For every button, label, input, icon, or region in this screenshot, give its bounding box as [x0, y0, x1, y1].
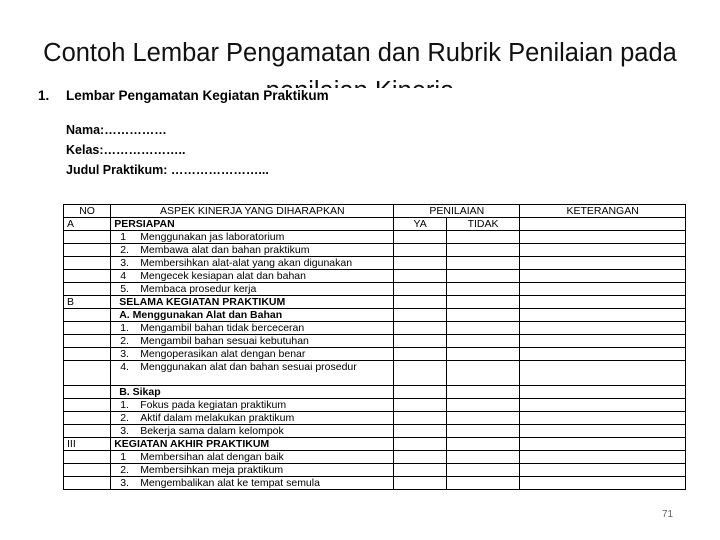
item-number: 1: [120, 451, 127, 463]
tidak-cell: [446, 283, 519, 296]
table-row: [64, 425, 686, 438]
keterangan-cell: [520, 412, 686, 425]
table-row: [64, 231, 686, 244]
no-cell: [64, 464, 111, 477]
item-text: Bekerja sama dalam kelompok: [140, 425, 284, 437]
item-text: Membersihkan meja praktikum: [140, 464, 284, 476]
keterangan-cell: [520, 477, 686, 490]
section-number: 1.: [38, 88, 50, 103]
kegiatan-akhir-item: [111, 477, 394, 490]
table-row: [64, 399, 686, 412]
keterangan-cell: [520, 438, 686, 451]
ya-cell: [394, 322, 446, 335]
keterangan-cell: [520, 309, 686, 322]
item-number: 2.: [120, 244, 129, 256]
ya-cell: [394, 283, 446, 296]
ya-cell: [394, 361, 446, 386]
tidak-cell: [446, 425, 519, 438]
table-row: [64, 270, 686, 283]
table-row: [64, 361, 686, 386]
no-cell: [64, 386, 111, 399]
item-text: Aktif dalam melakukan praktikum: [140, 412, 295, 424]
item-number: 3.: [120, 348, 129, 360]
field-kelas: Kelas:………………..: [66, 143, 186, 157]
keterangan-cell: [520, 386, 686, 399]
table-row: [64, 348, 686, 361]
section-row: [64, 296, 686, 309]
item-number: 2.: [120, 412, 129, 424]
item-number: 3.: [120, 425, 129, 437]
item-text: Membersihan alat dengan baik: [140, 451, 284, 463]
ya-cell: [394, 296, 446, 309]
subsection-row: [64, 309, 686, 322]
item-text: Mengecek kesiapan alat dan bahan: [140, 270, 306, 282]
table-row: [64, 451, 686, 464]
ya-cell: [394, 464, 446, 477]
item-text: Mengambil bahan tidak berceceran: [140, 322, 305, 334]
section-title: Lembar Pengamatan Kegiatan Praktikum: [66, 88, 329, 103]
item-text: Mengoperasikan alat dengan benar: [140, 348, 306, 360]
header-keterangan: KETERANGAN: [520, 205, 686, 218]
header-tidak: TIDAK: [446, 218, 519, 231]
persiapan-item: [111, 244, 394, 257]
section-heading: [38, 88, 329, 103]
item-text: Mengembalikan alat ke tempat semula: [140, 477, 320, 489]
item-number: 5.: [120, 283, 129, 295]
keterangan-cell: [520, 218, 686, 231]
no-cell: A: [64, 218, 111, 231]
ya-cell: [394, 399, 446, 412]
tidak-cell: [446, 399, 519, 412]
no-cell: [64, 348, 111, 361]
ya-cell: [394, 309, 446, 322]
tidak-cell: [446, 322, 519, 335]
sikap-item: [111, 412, 394, 425]
keterangan-cell: [520, 283, 686, 296]
ya-cell: [394, 257, 446, 270]
tidak-cell: [446, 477, 519, 490]
persiapan-item: [111, 257, 394, 270]
keterangan-cell: [520, 425, 686, 438]
alat-bahan-item: [111, 335, 394, 348]
kegiatan-akhir-item: [111, 451, 394, 464]
keterangan-cell: [520, 257, 686, 270]
alat-bahan-item: [111, 322, 394, 335]
keterangan-cell: [520, 451, 686, 464]
tidak-cell: [446, 270, 519, 283]
table-row: [64, 283, 686, 296]
item-text: Membersihkan alat-alat yang akan digunakan: [140, 257, 353, 269]
ya-cell: [394, 244, 446, 257]
no-cell: [64, 244, 111, 257]
tidak-cell: [446, 464, 519, 477]
no-cell: [64, 309, 111, 322]
item-text: Fokus pada kegiatan praktikum: [140, 399, 287, 411]
item-number: 2.: [120, 335, 129, 347]
tidak-cell: [446, 231, 519, 244]
no-cell: [64, 270, 111, 283]
tidak-cell: [446, 309, 519, 322]
item-text: Menggunakan alat dan bahan sesuai prosedur: [140, 361, 357, 373]
field-judul-praktikum: Judul Praktikum: …………………...: [66, 163, 269, 177]
keterangan-cell: [520, 361, 686, 386]
header-no: NO: [64, 205, 111, 218]
table-row: [64, 464, 686, 477]
persiapan-item: [111, 283, 394, 296]
no-cell: [64, 412, 111, 425]
keterangan-cell: [520, 231, 686, 244]
keterangan-cell: [520, 348, 686, 361]
section-selama-praktikum: SELAMA KEGIATAN PRAKTIKUM: [111, 296, 394, 309]
item-number: 4: [120, 270, 127, 282]
tidak-cell: [446, 257, 519, 270]
ya-cell: [394, 425, 446, 438]
keterangan-cell: [520, 399, 686, 412]
page-number: 71: [662, 509, 674, 520]
field-nama: Nama:……………: [66, 123, 167, 137]
table-row: [64, 322, 686, 335]
ya-cell: [394, 438, 446, 451]
ya-cell: [394, 270, 446, 283]
table-row: [64, 244, 686, 257]
item-number: 1.: [120, 399, 129, 411]
section-row: [64, 438, 686, 451]
tidak-cell: [446, 386, 519, 399]
no-cell: [64, 399, 111, 412]
persiapan-item: [111, 270, 394, 283]
table-row: [64, 257, 686, 270]
section-persiapan: PERSIAPAN: [111, 218, 394, 231]
tidak-cell: [446, 361, 519, 386]
section-row: [64, 218, 686, 231]
no-cell: B: [64, 296, 111, 309]
tidak-cell: [446, 348, 519, 361]
sikap-item: [111, 399, 394, 412]
ya-cell: [394, 386, 446, 399]
slide-title-line-1: Contoh Lembar Pengamatan dan Rubrik Penilaian pada: [43, 39, 677, 67]
item-number: 3.: [120, 257, 129, 269]
no-cell: [64, 335, 111, 348]
header-aspek: ASPEK KINERJA YANG DIHARAPKAN: [111, 205, 394, 218]
keterangan-cell: [520, 244, 686, 257]
alat-bahan-item: [111, 361, 394, 386]
table-row: [64, 412, 686, 425]
header-penilaian: PENILAIAN: [394, 205, 520, 218]
ya-cell: [394, 451, 446, 464]
header-ya: YA: [394, 218, 446, 231]
ya-cell: [394, 335, 446, 348]
tidak-cell: [446, 438, 519, 451]
item-number: 1.: [120, 322, 129, 334]
tidak-cell: [446, 412, 519, 425]
observation-table: [63, 204, 686, 490]
subsection-row: [64, 386, 686, 399]
no-cell: III: [64, 438, 111, 451]
table-header-row: [64, 205, 686, 218]
no-cell: [64, 231, 111, 244]
keterangan-cell: [520, 322, 686, 335]
item-number: 3.: [120, 477, 129, 489]
tidak-cell: [446, 335, 519, 348]
no-cell: [64, 361, 111, 386]
no-cell: [64, 283, 111, 296]
item-number: 2.: [120, 464, 129, 476]
item-text: Mengambil bahan sesuai kebutuhan: [140, 335, 309, 347]
ya-cell: [394, 477, 446, 490]
item-text: Membawa alat dan bahan praktikum: [140, 244, 310, 256]
keterangan-cell: [520, 296, 686, 309]
ya-cell: [394, 231, 446, 244]
item-text: Membaca prosedur kerja: [140, 283, 257, 295]
no-cell: [64, 257, 111, 270]
subsection-alat-bahan: A. Menggunakan Alat dan Bahan: [111, 309, 394, 322]
no-cell: [64, 322, 111, 335]
no-cell: [64, 451, 111, 464]
table-row: [64, 335, 686, 348]
section-kegiatan-akhir: KEGIATAN AKHIR PRAKTIKUM: [111, 438, 394, 451]
alat-bahan-item: [111, 348, 394, 361]
ya-cell: [394, 348, 446, 361]
tidak-cell: [446, 296, 519, 309]
scanned-document: [38, 88, 690, 494]
tidak-cell: [446, 244, 519, 257]
keterangan-cell: [520, 270, 686, 283]
kegiatan-akhir-item: [111, 464, 394, 477]
item-number: 4.: [120, 361, 129, 373]
item-text: Menggunakan jas laboratorium: [140, 231, 285, 243]
persiapan-item: [111, 231, 394, 244]
no-cell: [64, 477, 111, 490]
sikap-item: [111, 425, 394, 438]
item-number: 1: [120, 231, 127, 243]
ya-cell: [394, 412, 446, 425]
table-body: [64, 218, 686, 490]
tidak-cell: [446, 451, 519, 464]
no-cell: [64, 425, 111, 438]
subsection-sikap: B. Sikap: [111, 386, 394, 399]
table-row: [64, 477, 686, 490]
keterangan-cell: [520, 335, 686, 348]
keterangan-cell: [520, 464, 686, 477]
